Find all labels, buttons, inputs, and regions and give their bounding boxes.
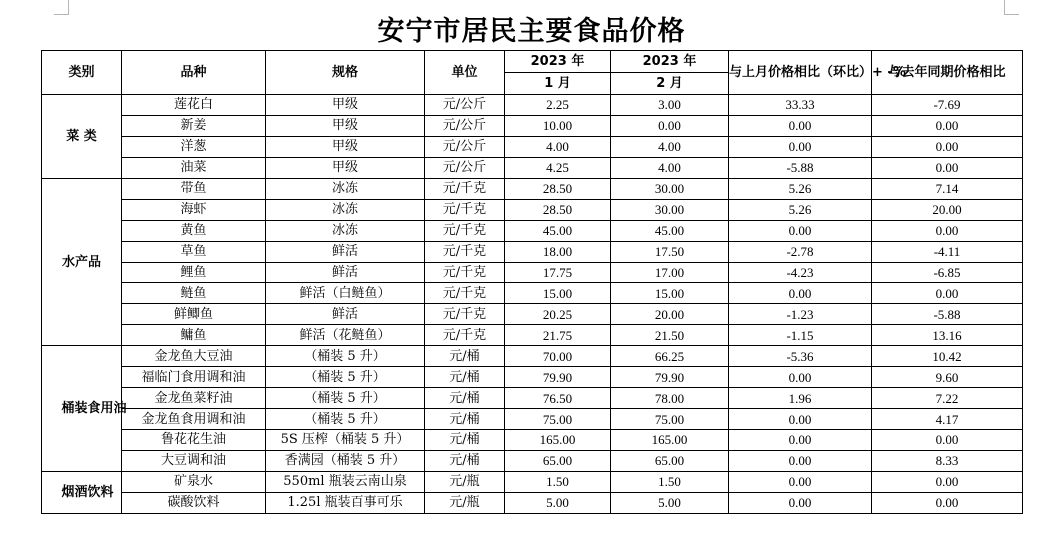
unit-cell: 元/千克	[425, 241, 505, 262]
yoy-change-cell: 7.22	[872, 388, 1023, 409]
unit-cell: 元/千克	[425, 262, 505, 283]
category-label: 水产品	[61, 254, 101, 270]
yoy-change-cell: 0.00	[872, 115, 1023, 136]
spec-cell: 甲级	[266, 115, 425, 136]
mom-change-cell: 0.00	[729, 492, 872, 513]
yoy-change-cell: 0.00	[872, 157, 1023, 178]
table-row	[42, 304, 1023, 325]
spec-cell: 冰冻	[266, 199, 425, 220]
yoy-change-cell: 4.17	[872, 409, 1023, 430]
feb-price-cell: 78.00	[611, 388, 729, 409]
category-cell	[42, 471, 122, 513]
jan-price-cell: 20.25	[505, 304, 611, 325]
spec-cell: 鲜活	[266, 241, 425, 262]
jan-price-cell: 28.50	[505, 178, 611, 199]
unit-cell: 元/桶	[425, 409, 505, 430]
variety-cell: 鲜鲫鱼	[122, 304, 266, 325]
yoy-change-cell: -7.69	[872, 95, 1023, 116]
feb-price-cell: 3.00	[611, 95, 729, 116]
jan-price-cell: 10.00	[505, 115, 611, 136]
mom-change-cell: 0.00	[729, 471, 872, 492]
mom-change-cell: 0.00	[729, 283, 872, 304]
mom-change-cell: 5.26	[729, 178, 872, 199]
feb-price-cell: 65.00	[611, 450, 729, 471]
unit-cell: 元/千克	[425, 199, 505, 220]
category-cell	[42, 346, 127, 472]
feb-price-cell: 30.00	[611, 178, 729, 199]
feb-price-cell: 45.00	[611, 220, 729, 241]
variety-cell: 莲花白	[122, 95, 266, 116]
feb-price-cell: 1.50	[611, 471, 729, 492]
price-table-body	[42, 51, 1023, 514]
variety-cell: 草鱼	[122, 241, 266, 262]
spec-cell: 550ml 瓶装云南山泉	[266, 471, 425, 492]
spec-cell: 冰冻	[266, 178, 425, 199]
variety-cell: 洋葱	[122, 136, 266, 157]
mom-change-cell: 0.00	[729, 367, 872, 388]
yoy-change-cell: 0.00	[872, 283, 1023, 304]
variety-cell: 金龙鱼大豆油	[122, 346, 266, 367]
unit-cell: 元/桶	[425, 450, 505, 471]
unit-cell: 元/千克	[425, 325, 505, 346]
jan-price-cell: 1.50	[505, 471, 611, 492]
mom-change-cell: -2.78	[729, 241, 872, 262]
mom-change-cell: -1.23	[729, 304, 872, 325]
spec-cell: 鲜活	[266, 304, 425, 325]
category-label: 菜 类	[66, 128, 97, 144]
yoy-change-cell: 10.42	[872, 346, 1023, 367]
spec-cell: 甲级	[266, 95, 425, 116]
variety-cell: 鳙鱼	[122, 325, 266, 346]
unit-cell: 元/公斤	[425, 136, 505, 157]
table-row	[42, 95, 1023, 116]
jan-price-cell: 76.50	[505, 388, 611, 409]
jan-price-cell: 70.00	[505, 346, 611, 367]
spec-cell: 甲级	[266, 136, 425, 157]
header-unit: 单位	[425, 51, 505, 95]
price-table	[41, 50, 1023, 514]
variety-cell: 海虾	[122, 199, 266, 220]
yoy-change-cell: 8.33	[872, 450, 1023, 471]
table-row	[42, 115, 1023, 136]
category-label: 桶装食用油	[61, 401, 127, 417]
feb-price-cell: 17.00	[611, 262, 729, 283]
unit-cell: 元/桶	[425, 346, 505, 367]
mom-change-cell: -4.23	[729, 262, 872, 283]
feb-price-cell: 4.00	[611, 136, 729, 157]
unit-cell: 元/千克	[425, 220, 505, 241]
jan-price-cell: 165.00	[505, 430, 611, 451]
yoy-change-cell: -5.88	[872, 304, 1023, 325]
jan-price-cell: 28.50	[505, 199, 611, 220]
spec-cell: 香满园（桶装 5 升）	[266, 450, 425, 471]
mom-change-cell: 33.33	[729, 95, 872, 116]
mom-change-cell: 0.00	[729, 115, 872, 136]
mom-change-cell: 1.96	[729, 388, 872, 409]
variety-cell: 大豆调和油	[122, 450, 266, 471]
feb-price-cell: 0.00	[611, 115, 729, 136]
unit-cell: 元/瓶	[425, 471, 505, 492]
table-row	[42, 136, 1023, 157]
header-yoy-change: 与去年同期价格相比	[872, 51, 1023, 95]
spec-cell: 甲级	[266, 157, 425, 178]
feb-price-cell: 66.25	[611, 346, 729, 367]
spec-cell: 鲜活（花鲢鱼）	[266, 325, 425, 346]
header-month-1: 1 月	[505, 73, 611, 95]
table-row	[42, 199, 1023, 220]
spec-cell: （桶装 5 升）	[266, 367, 425, 388]
table-row	[42, 430, 1023, 451]
table-row	[42, 367, 1023, 388]
yoy-change-cell: 0.00	[872, 220, 1023, 241]
mom-change-cell: 0.00	[729, 220, 872, 241]
yoy-change-cell: 0.00	[872, 492, 1023, 513]
jan-price-cell: 79.90	[505, 367, 611, 388]
table-row	[42, 388, 1023, 409]
jan-price-cell: 4.25	[505, 157, 611, 178]
unit-cell: 元/桶	[425, 430, 505, 451]
feb-price-cell: 30.00	[611, 199, 729, 220]
unit-cell: 元/桶	[425, 367, 505, 388]
feb-price-cell: 15.00	[611, 283, 729, 304]
feb-price-cell: 5.00	[611, 492, 729, 513]
yoy-change-cell: 20.00	[872, 199, 1023, 220]
spec-cell: （桶装 5 升）	[266, 388, 425, 409]
jan-price-cell: 45.00	[505, 220, 611, 241]
jan-price-cell: 5.00	[505, 492, 611, 513]
unit-cell: 元/千克	[425, 283, 505, 304]
feb-price-cell: 21.50	[611, 325, 729, 346]
spec-cell: 5S 压榨（桶装 5 升）	[266, 430, 425, 451]
mom-change-cell: 0.00	[729, 409, 872, 430]
table-row	[42, 157, 1023, 178]
feb-price-cell: 17.50	[611, 241, 729, 262]
variety-cell: 鲢鱼	[122, 283, 266, 304]
variety-cell: 新姜	[122, 115, 266, 136]
table-row	[42, 262, 1023, 283]
spec-cell: 鲜活（白鲢鱼）	[266, 283, 425, 304]
feb-price-cell: 165.00	[611, 430, 729, 451]
table-row	[42, 178, 1023, 199]
feb-price-cell: 4.00	[611, 157, 729, 178]
jan-price-cell: 65.00	[505, 450, 611, 471]
variety-cell: 鲁花花生油	[122, 430, 266, 451]
table-row	[42, 346, 1023, 367]
spec-cell: （桶装 5 升）	[266, 409, 425, 430]
variety-cell: 碳酸饮料	[122, 492, 266, 513]
unit-cell: 元/千克	[425, 178, 505, 199]
variety-cell: 金龙鱼食用调和油	[122, 409, 266, 430]
jan-price-cell: 4.00	[505, 136, 611, 157]
jan-price-cell: 17.75	[505, 262, 611, 283]
variety-cell: 油菜	[122, 157, 266, 178]
header-year-2: 2023 年	[611, 51, 729, 73]
mom-change-cell: 5.26	[729, 199, 872, 220]
yoy-change-cell: -6.85	[872, 262, 1023, 283]
category-label: 烟酒饮料	[61, 484, 114, 500]
unit-cell: 元/千克	[425, 304, 505, 325]
mom-change-cell: -5.36	[729, 346, 872, 367]
header-spec: 规格	[266, 51, 425, 95]
unit-cell: 元/公斤	[425, 95, 505, 116]
spec-cell: 1.25l 瓶装百事可乐	[266, 492, 425, 513]
table-row	[42, 283, 1023, 304]
mom-change-cell: 0.00	[729, 430, 872, 451]
unit-cell: 元/公斤	[425, 115, 505, 136]
category-cell	[42, 95, 122, 179]
spec-cell: 鲜活	[266, 262, 425, 283]
spec-cell: （桶装 5 升）	[266, 346, 425, 367]
feb-price-cell: 75.00	[611, 409, 729, 430]
feb-price-cell: 79.90	[611, 367, 729, 388]
unit-cell: 元/公斤	[425, 157, 505, 178]
header-row	[42, 51, 1023, 73]
table-row	[42, 241, 1023, 262]
mom-change-cell: -5.88	[729, 157, 872, 178]
header-mom-change: 与上月价格相比（环比）+ -%	[729, 51, 872, 95]
jan-price-cell: 18.00	[505, 241, 611, 262]
feb-price-cell: 20.00	[611, 304, 729, 325]
jan-price-cell: 2.25	[505, 95, 611, 116]
yoy-change-cell: -4.11	[872, 241, 1023, 262]
document-title: 安宁市居民主要食品价格	[377, 16, 686, 47]
variety-cell: 带鱼	[122, 178, 266, 199]
unit-cell: 元/桶	[425, 388, 505, 409]
jan-price-cell: 75.00	[505, 409, 611, 430]
variety-cell: 福临门食用调和油	[122, 367, 266, 388]
header-category: 类别	[42, 51, 122, 95]
yoy-change-cell: 0.00	[872, 136, 1023, 157]
variety-cell: 鲤鱼	[122, 262, 266, 283]
jan-price-cell: 21.75	[505, 325, 611, 346]
unit-cell: 元/瓶	[425, 492, 505, 513]
table-row	[42, 325, 1023, 346]
jan-price-cell: 15.00	[505, 283, 611, 304]
spec-cell: 冰冻	[266, 220, 425, 241]
variety-cell: 矿泉水	[122, 471, 266, 492]
table-row	[42, 471, 1023, 492]
header-year-1: 2023 年	[505, 51, 611, 73]
mom-change-cell: -1.15	[729, 325, 872, 346]
category-cell	[42, 178, 122, 346]
header-variety: 品种	[122, 51, 266, 95]
variety-cell: 黄鱼	[122, 220, 266, 241]
table-row	[42, 450, 1023, 471]
variety-cell: 金龙鱼菜籽油	[122, 388, 266, 409]
yoy-change-cell: 9.60	[872, 367, 1023, 388]
table-row	[42, 492, 1023, 513]
yoy-change-cell: 13.16	[872, 325, 1023, 346]
yoy-change-cell: 7.14	[872, 178, 1023, 199]
header-month-2: 2 月	[611, 73, 729, 95]
yoy-change-cell: 0.00	[872, 471, 1023, 492]
table-row	[42, 220, 1023, 241]
mom-change-cell: 0.00	[729, 450, 872, 471]
mom-change-cell: 0.00	[729, 136, 872, 157]
yoy-change-cell: 0.00	[872, 430, 1023, 451]
table-row	[42, 409, 1023, 430]
